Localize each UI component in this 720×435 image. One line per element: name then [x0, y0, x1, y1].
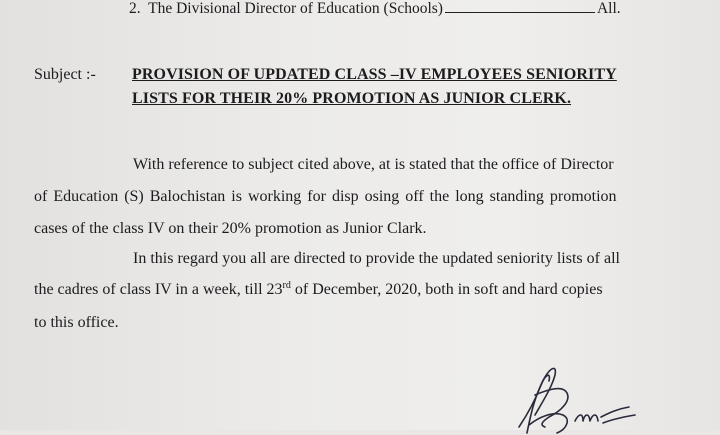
addressee-title: The Divisional Director of Education (Schools) — [148, 0, 443, 17]
subject-label: Subject :- — [34, 66, 96, 83]
date-ordinal-suffix: rd — [282, 280, 291, 291]
paragraph-1-line-3: cases of the class IV on their 20% promotion as Junior Clark. — [34, 220, 427, 237]
addressee-blank — [445, 0, 595, 13]
paragraph-2-line-2 — [34, 280, 603, 300]
addressee-line — [129, 0, 621, 19]
addressee-number: 2. — [129, 0, 141, 17]
deadline-text-end: of December, 2020, both in soft and hard copies — [290, 281, 603, 298]
handwritten-signature-icon — [505, 355, 645, 435]
subject-line-2: LISTS FOR THEIR 20% PROMOTION AS JUNIOR CLERK. — [132, 90, 572, 107]
addressee-suffix: All. — [596, 0, 621, 17]
deadline-text-start: the cadres of class IV in a week, till 23 — [34, 281, 283, 298]
paragraph-2-line-1: In this regard you all are directed to provide the updated seniority lists of all — [133, 250, 620, 267]
paragraph-1-line-1: With reference to subject cited above, at is stated that the office of Director — [133, 156, 614, 173]
paragraph-2-line-3: to this office. — [34, 314, 119, 331]
paragraph-1-line-2: of Education (S) Balochistan is working for disp osing off the long standing promotion — [34, 188, 617, 205]
subject-line-1: PROVISION OF UPDATED CLASS –IV EMPLOYEES SENIORITY — [132, 66, 617, 83]
